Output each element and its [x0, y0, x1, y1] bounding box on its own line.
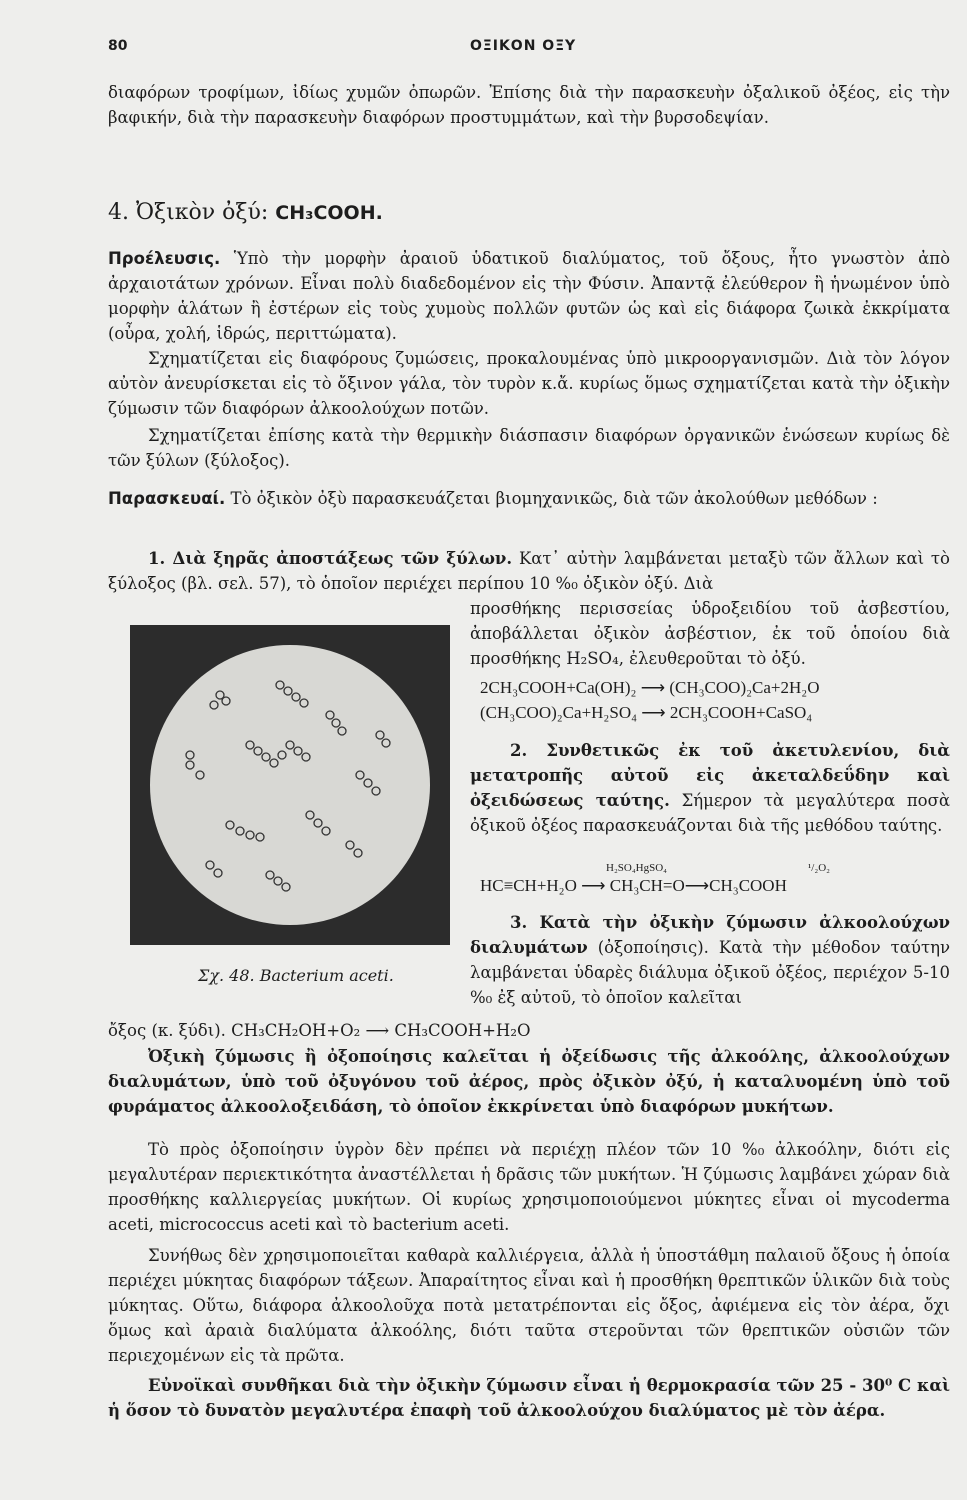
section-heading-text: 4. Ὀξικὸν ὀξύ:	[108, 200, 276, 225]
fermentation-paragraph-1: Τὸ πρὸς ὀξοποίησιν ὑγρὸν δὲν πρέπει νὰ περιέχῃ πλέον τῶν 10 %₀ ἀλκοόλην, διότι εἰς μεγαλυτέραν περιεκτικότητα ἀναστέλλεται ἡ δρᾶσις τῶν μυκήτων. Ἡ ζύμωσις λαμβάνει χώραν διὰ προσθήκης καλλιεργείας μυκήτων. Οἱ κυρίως χρησιμοποιούμενοι μύκητες εἶναι οἱ mycoderma aceti, micrococcus aceti καὶ τὸ bacterium aceti.	[108, 1140, 950, 1234]
bacterium-micrograph	[130, 625, 450, 945]
origin-label: Προέλευσις.	[108, 249, 221, 268]
method2-text: Σήμερον τὰ μεγαλύτερα ποσὰ ὀξικοῦ ὀξέος παρασκευάζονται διὰ τῆς μεθόδου ταύτης.	[470, 791, 951, 835]
equation-1: 2CH₃COOH+Ca(OH)₂ ⟶ (CH₃COO)₂Ca+2H₂O	[480, 678, 820, 697]
method3-text: (ὀξοποίησις). Κατὰ τὴν μέθοδον ταύτην λαμβάνεται ὑδαρὲς διάλυμα ὀξικοῦ ὀξέος, περιέχον 5-10 %₀ ἐξ αὐτοῦ, τὸ ὁποῖον καλεῖται	[470, 938, 950, 1007]
section-heading	[108, 200, 383, 225]
equation-3: HC≡CH+H₂O ⟶ CH₃CH=O⟶CH₃COOH	[480, 876, 787, 895]
origin-paragraph	[108, 246, 950, 346]
prep-text: Τὸ ὀξικὸν ὀξὺ παρασκευάζεται βιομηχανικῶς, διὰ τῶν ἀκολούθων μεθόδων :	[225, 489, 878, 508]
prep-paragraph	[108, 486, 950, 511]
method1-continued: προσθήκης περισσείας ὑδροξειδίου τοῦ ἀσβεστίου, ἀποβάλλεται ὀξικὸν ἀσβέστιον, ἐκ τοῦ ὁποίου διὰ προσθήκης H₂SO₄, ἐλευθεροῦται τὸ ὀξύ.	[470, 599, 950, 668]
prep-label: Παρασκευαί.	[108, 489, 226, 508]
origin-paragraph-3: Σχηματίζεται ἐπίσης κατὰ τὴν θερμικὴν διάσπασιν διαφόρων ὀργανικῶν ἑνώσεων κυρίως δὲ τῶν ξύλων (ξύλοξος).	[108, 426, 950, 470]
method1-text: Κατ᾽ αὐτὴν λαμβάνεται μεταξὺ τῶν ἄλλων καὶ τὸ ξύλοξος (βλ. σελ. 57), τὸ ὁποῖον περιέχει περίπου 10 %₀ ὀξικὸν ὀξύ. Διὰ	[108, 549, 950, 593]
section-heading-formula: CH₃COOH.	[275, 202, 383, 224]
method3-title: 3. Κατὰ τὴν ὀξικὴν ζύμωσιν ἀλκοολούχων διαλυμάτων	[470, 913, 950, 957]
figure-caption: Σχ. 48. Bacterium aceti.	[198, 966, 394, 985]
oxygen-label: ¹/₂O₂	[808, 862, 830, 874]
page-number: 80	[108, 38, 128, 54]
fermentation-definition: Ὀξικὴ ζύμωσις ἢ ὀξοποίησις καλεῖται ἡ ὀξείδωσις τῆς ἀλκοόλης, ἀλκοολούχων διαλυμάτων, ὑπὸ τοῦ ὀξυγόνου τοῦ ἀέρος, πρὸς ὀξικὸν ὀξύ, ἡ καταλυομένη ὑπὸ τοῦ φυράματος ἀλκοολοξειδάση, τὸ ὁποῖον ἐκκρίνεται ὑπὸ διαφόρων μυκήτων.	[108, 1047, 950, 1116]
fermentation-paragraph-2: Συνήθως δὲν χρησιμοποιεῖται καθαρὰ καλλιέργεια, ἀλλὰ ἡ ὑποστάθμη παλαιοῦ ὄξους ἡ ὁποία περιέχει μύκητας διαφόρων τάξεων. Ἀπαραίτητος εἶναι καὶ ἡ προσθήκη θρεπτικῶν ὑλικῶν διὰ τοὺς μύκητας. Οὕτω, διάφορα ἀλκοολοῦχα ποτὰ μετατρέπονται εἰς ὄξος, ἀφιέμενα εἰς τὸν ἀέρα, ὄχι ὅμως καὶ ἀραιὰ διαλύματα ἀλκοόλης, διότι ταῦτα στεροῦνται τῶν θρεπτικῶν οὐσιῶν τῶν περιεχομένων εἰς τὰ πρῶτα.	[108, 1246, 950, 1365]
fermentation-paragraph-3: Εὐνοϊκαὶ συνθῆκαι διὰ τὴν ὀξικὴν ζύμωσιν εἶναι ἡ θερμοκρασία τῶν 25 - 30⁰ C καὶ ἡ ὅσον τὸ δυνατὸν μεγαλυτέρα ἐπαφὴ τοῦ ἀλκοολούχου διαλύματος μὲ τὸν ἀέρα.	[108, 1376, 950, 1420]
bacterium-figure	[130, 625, 450, 945]
method1-title: 1. Διὰ ξηρᾶς ἀποστάξεως τῶν ξύλων.	[148, 549, 513, 568]
page-header	[0, 38, 967, 62]
method2-paragraph	[470, 738, 950, 838]
method1-paragraph	[108, 546, 950, 596]
method3-continued: ὄξος (κ. ξύδι). CH₃CH₂OH+O₂ ⟶ CH₃COOH+H₂O	[108, 1021, 531, 1040]
equation-2: (CH₃COO)₂Ca+H₂SO₄ ⟶ 2CH₃COOH+CaSO₄	[480, 703, 813, 722]
origin-text: Ὑπὸ τὴν μορφὴν ἀραιοῦ ὑδατικοῦ διαλύματος, τοῦ ὄξους, ἦτο γνωστὸν ἀπὸ ἀρχαιοτάτων χρόνων. Εἶναι πολὺ διαδεδομένον εἰς τὴν Φύσιν. Ἀπαντᾷ ἐλεύθερον ἢ ἡνωμένον ὑπὸ μορφὴν ἁλάτων ἢ ἐστέρων εἰς τοὺς χυμοὺς πολλῶν φυτῶν ὡς καὶ εἰς διάφορα ζωικὰ ἐκκρίματα (οὖρα, χολή, ἱδρώς, περιττώματα).	[108, 249, 950, 343]
catalyst-label: H₂SO₄HgSO₄	[606, 862, 668, 874]
intro-paragraph: διαφόρων τροφίμων, ἰδίως χυμῶν ὀπωρῶν. Ἐπίσης διὰ τὴν παρασκευὴν ὀξαλικοῦ ὀξέος, εἰς τὴν βαφικήν, διὰ τὴν παρασκευὴν διαφόρων προστυμμάτων, καὶ τὴν βυρσοδεψίαν.	[108, 83, 950, 127]
origin-paragraph-2: Σχηματίζεται εἰς διαφόρους ζυμώσεις, προκαλουμένας ὑπὸ μικροοργανισμῶν. Διὰ τὸν λόγον αὐτὸν ἀνευρίσκεται εἰς τὸ ὄξινον γάλα, τὸν τυρὸν κ.ἄ. κυρίως ὅμως σχηματίζεται κατὰ τὴν ὀξικὴν ζύμωσιν τῶν διαφόρων ἀλκοολούχων ποτῶν.	[108, 349, 950, 418]
method3-paragraph	[470, 910, 950, 1010]
method2-title: 2. Συνθετικῶς ἐκ τοῦ ἀκετυλενίου, διὰ μετατροπῆς αὐτοῦ εἰς ἀκεταλδεΰδην καὶ ὀξειδώσεως ταύτης.	[470, 741, 950, 810]
running-title: ΟΞΙΚΟΝ ΟΞΥ	[470, 38, 577, 54]
